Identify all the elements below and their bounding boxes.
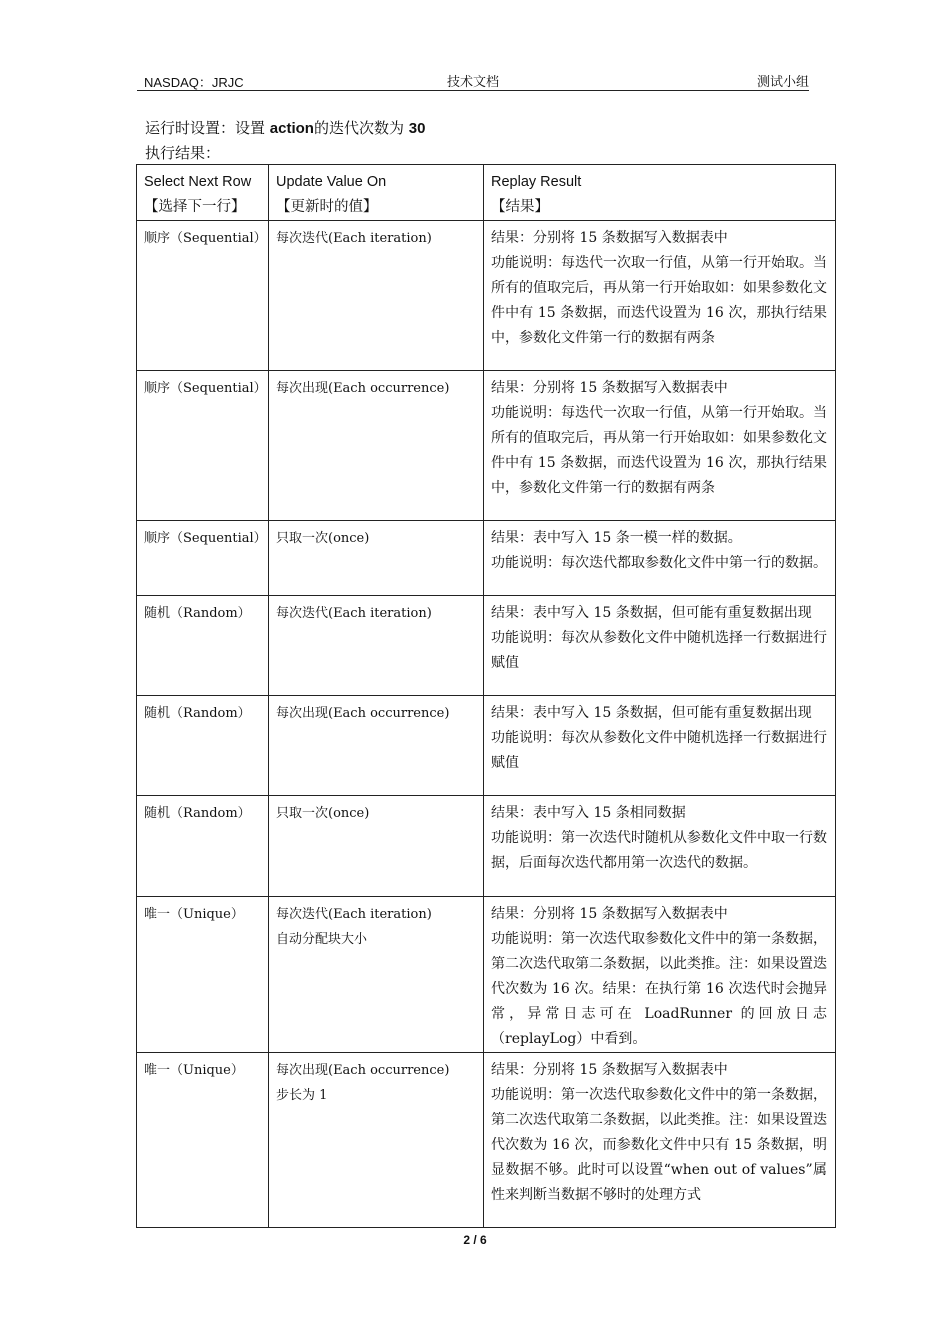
- page-number: 2 / 6: [463, 1233, 487, 1247]
- result-summary: 结果：表中写入 15 条数据，但可能有重复数据出现: [491, 605, 812, 621]
- header-update-en: Update Value On: [276, 174, 387, 190]
- table-header-row: [137, 165, 836, 221]
- intro-line-1: [145, 117, 425, 138]
- replay-result-cell: [484, 596, 836, 696]
- select-next-row-value: 随机（Random）: [144, 706, 251, 721]
- select-next-row-cell: [137, 221, 269, 371]
- table-row: [137, 796, 836, 897]
- select-next-row-value: 唯一（Unique）: [144, 907, 244, 922]
- table-row: [137, 897, 836, 1053]
- header-center: 技术文档: [447, 75, 500, 90]
- header-cell-result: [484, 165, 836, 221]
- update-value-on-cell: [269, 696, 484, 796]
- intro-count: 30: [408, 120, 426, 137]
- intro-mid: 的迭代次数为: [313, 119, 404, 137]
- update-value-line: 每次迭代(Each iteration): [276, 606, 432, 621]
- update-value-on-cell: [269, 221, 484, 371]
- header-result-zh: 【结果】: [491, 199, 549, 215]
- table-row: [137, 371, 836, 521]
- result-summary: 结果：分别将 15 条数据写入数据表中: [491, 906, 728, 922]
- header-left: NASDAQ：JRJC: [144, 75, 244, 90]
- update-value-on-cell: [269, 796, 484, 897]
- result-description: 功能说明：每次迭代都取参数化文件中第一行的数据。: [491, 555, 827, 571]
- select-next-row-cell: [137, 897, 269, 1053]
- parameter-table-body: [137, 165, 836, 1228]
- select-next-row-value: 随机（Random）: [144, 606, 251, 621]
- update-value-line: 每次出现(Each occurrence): [276, 1063, 450, 1078]
- result-summary: 结果：表中写入 15 条数据，但可能有重复数据出现: [491, 705, 812, 721]
- replay-result-cell: [484, 1053, 836, 1228]
- intro-line-2: 执行结果：: [145, 144, 221, 162]
- replay-result-cell: [484, 521, 836, 596]
- update-value-line: 每次出现(Each occurrence): [276, 381, 450, 396]
- update-value-line: 每次迭代(Each iteration): [276, 231, 432, 246]
- intro-action: action: [269, 120, 314, 137]
- update-value-line: 只取一次(once): [276, 531, 370, 546]
- select-next-row-value: 顺序（Sequential）: [144, 531, 267, 546]
- table-row: [137, 1053, 836, 1228]
- page-header: [137, 70, 809, 91]
- result-summary: 结果：分别将 15 条数据写入数据表中: [491, 380, 728, 396]
- select-next-row-cell: [137, 521, 269, 596]
- table-row: [137, 696, 836, 796]
- replay-result-cell: [484, 221, 836, 371]
- result-description: 功能说明：第一次迭代时随机从参数化文件中取一行数据，后面每次迭代都用第一次迭代的数据。: [491, 830, 827, 871]
- update-value-on-cell: [269, 371, 484, 521]
- update-value-on-cell: [269, 897, 484, 1053]
- update-value-on-cell: [269, 1053, 484, 1228]
- update-value-line: 只取一次(once): [276, 806, 370, 821]
- replay-result-cell: [484, 796, 836, 897]
- result-description: 功能说明：每迭代一次取一行值，从第一行开始取。当所有的值取完后，再从第一行开始取如：如果参数化文件中有 15 条数据，而迭代设置为 16 次，那执行结果中，参数化文件第一行的数据有两条: [491, 255, 827, 346]
- table-row: [137, 221, 836, 371]
- result-summary: 结果：分别将 15 条数据写入数据表中: [491, 230, 728, 246]
- intro-prefix: 运行时设置：设置: [145, 119, 266, 137]
- result-description: 功能说明：第一次迭代取参数化文件中的第一条数据，第二次迭代取第二条数据，以此类推。注：如果设置迭代次数为 16 次，而参数化文件中只有 15 条数据，明显数据不够。此时可以设置“when out of values”属性来判断当数据不够时的处理方式: [491, 1087, 827, 1203]
- result-summary: 结果：表中写入 15 条一模一样的数据。: [491, 530, 742, 546]
- update-value-line: 每次出现(Each occurrence): [276, 706, 450, 721]
- table-row: [137, 596, 836, 696]
- result-summary: 结果：表中写入 15 条相同数据: [491, 805, 686, 821]
- select-next-row-cell: [137, 796, 269, 897]
- update-value-on-cell: [269, 596, 484, 696]
- header-result-en: Replay Result: [491, 174, 582, 190]
- select-next-row-value: 唯一（Unique）: [144, 1063, 244, 1078]
- select-next-row-cell: [137, 1053, 269, 1228]
- table-row: [137, 521, 836, 596]
- select-next-row-cell: [137, 371, 269, 521]
- select-next-row-value: 顺序（Sequential）: [144, 381, 267, 396]
- select-next-row-value: 顺序（Sequential）: [144, 231, 267, 246]
- result-summary: 结果：分别将 15 条数据写入数据表中: [491, 1062, 728, 1078]
- update-value-on-cell: [269, 521, 484, 596]
- header-select-en: Select Next Row: [144, 174, 252, 190]
- result-description: 功能说明：第一次迭代取参数化文件中的第一条数据，第二次迭代取第二条数据，以此类推。注：如果设置迭代次数为 16 次。结果：在执行第 16 次迭代时会抛异常，异常日志可在 LoadRunner 的回放日志（replayLog）中看到。: [491, 931, 827, 1047]
- result-description: 功能说明：每次从参数化文件中随机选择一行数据进行赋值: [491, 630, 827, 671]
- update-value-line: 每次迭代(Each iteration): [276, 907, 432, 922]
- header-select-zh: 【选择下一行】: [144, 199, 246, 215]
- header-update-zh: 【更新时的值】: [276, 199, 378, 215]
- header-cell-select: [137, 165, 269, 221]
- replay-result-cell: [484, 696, 836, 796]
- result-description: 功能说明：每次从参数化文件中随机选择一行数据进行赋值: [491, 730, 827, 771]
- select-next-row-cell: [137, 596, 269, 696]
- parameter-table: [136, 164, 836, 1228]
- header-cell-update: [269, 165, 484, 221]
- header-right: 测试小组: [756, 75, 809, 90]
- replay-result-cell: [484, 371, 836, 521]
- update-value-line: 步长为 1: [276, 1088, 328, 1103]
- replay-result-cell: [484, 897, 836, 1053]
- update-value-line: 自动分配块大小: [276, 932, 368, 947]
- select-next-row-value: 随机（Random）: [144, 806, 251, 821]
- select-next-row-cell: [137, 696, 269, 796]
- result-description: 功能说明：每迭代一次取一行值，从第一行开始取。当所有的值取完后，再从第一行开始取如：如果参数化文件中有 15 条数据，而迭代设置为 16 次，那执行结果中，参数化文件第一行的数据有两条: [491, 405, 827, 496]
